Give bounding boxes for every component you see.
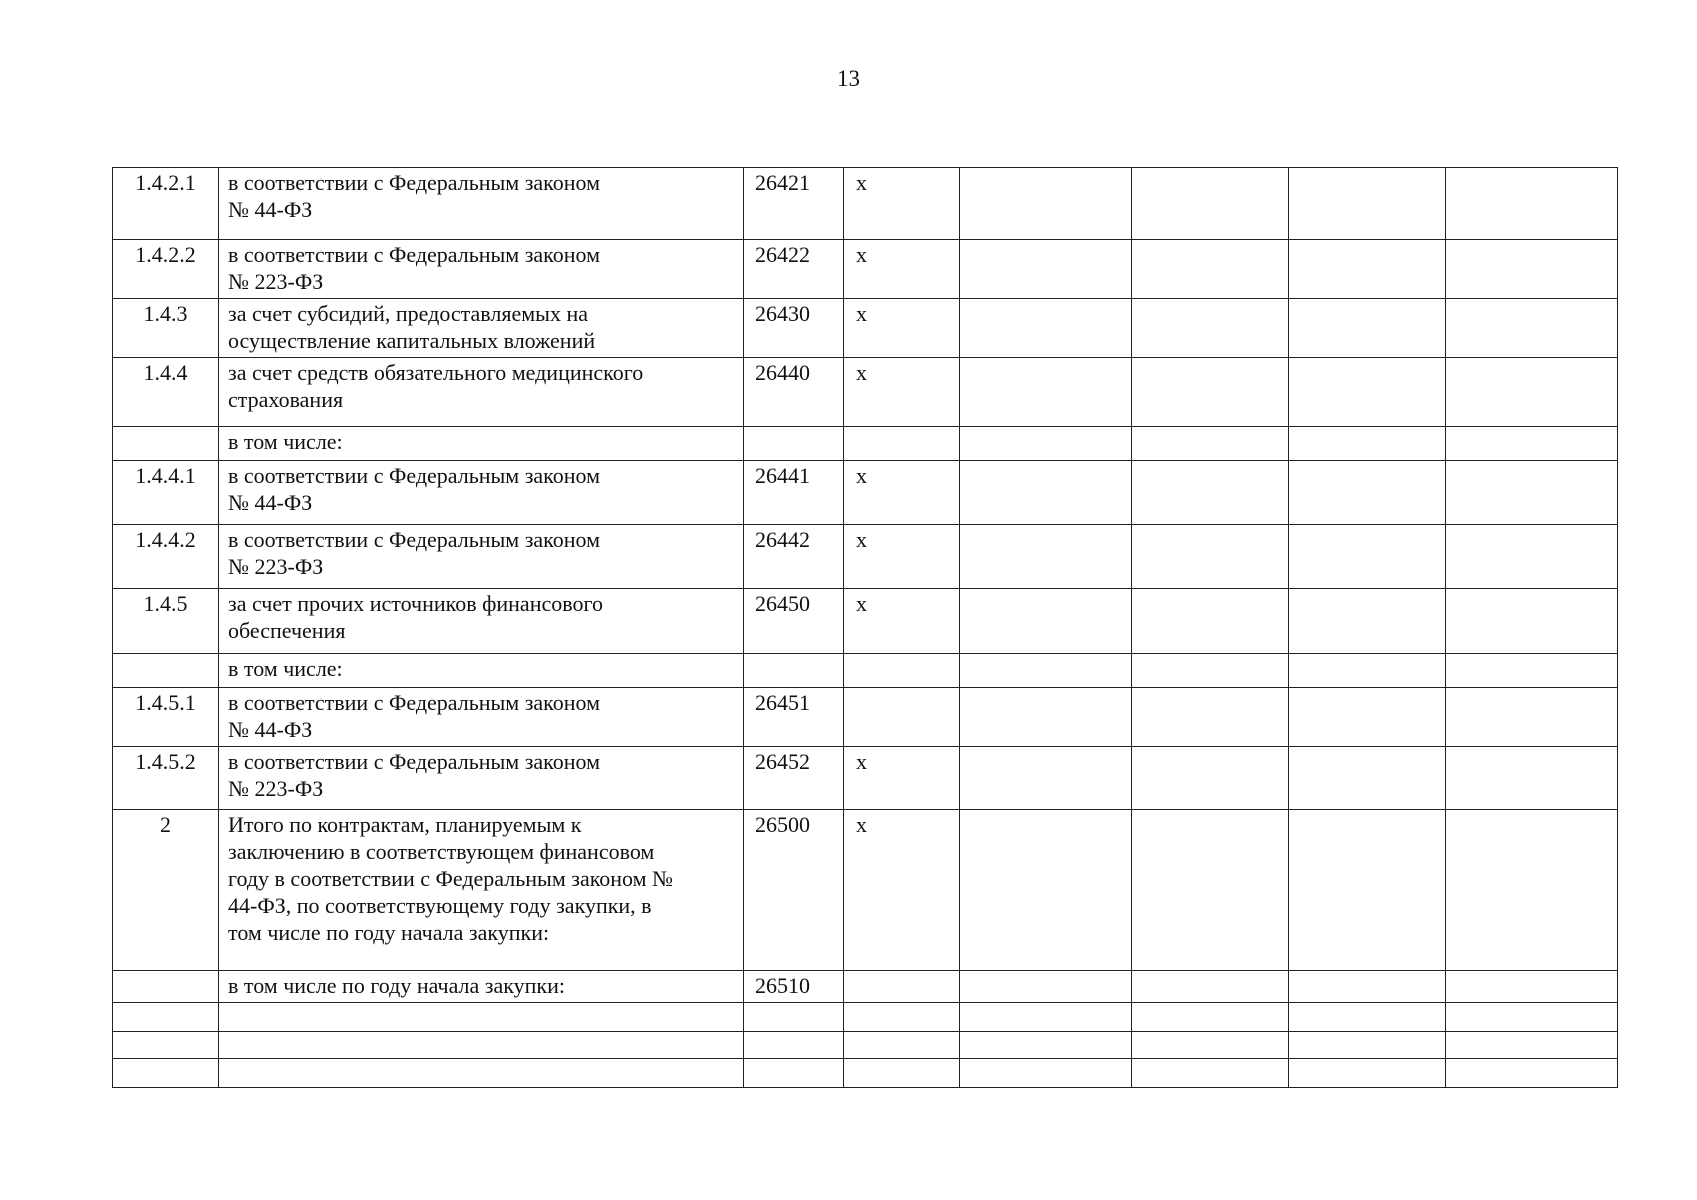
value-cell-4 — [1446, 1003, 1618, 1032]
value-cell-3 — [1289, 299, 1446, 358]
row-number-cell — [113, 427, 219, 461]
value-cell-1 — [960, 525, 1132, 589]
value-cell-2 — [1132, 747, 1289, 810]
row-number-cell — [113, 971, 219, 1003]
row-code-cell: 26441 — [744, 461, 844, 525]
value-cell-2 — [1132, 525, 1289, 589]
row-code-cell — [744, 1032, 844, 1059]
row-code-cell: 26451 — [744, 688, 844, 747]
value-cell-2 — [1132, 1032, 1289, 1059]
value-cell-3 — [1289, 688, 1446, 747]
value-cell-4 — [1446, 1032, 1618, 1059]
value-cell-4 — [1446, 747, 1618, 810]
table-row — [113, 168, 1618, 240]
row-number-cell: 1.4.3 — [113, 299, 219, 358]
value-cell-2 — [1132, 971, 1289, 1003]
row-description-cell: за счет субсидий, предоставляемых на осуществление капитальных вложений — [219, 299, 744, 358]
row-description-cell: в том числе по году начала закупки: — [219, 971, 744, 1003]
table-row — [113, 810, 1618, 971]
row-code-cell — [744, 1059, 844, 1088]
row-number-cell: 1.4.5.1 — [113, 688, 219, 747]
row-number-cell: 1.4.2.1 — [113, 168, 219, 240]
value-cell-1 — [960, 427, 1132, 461]
value-cell-1 — [960, 1059, 1132, 1088]
table-row — [113, 358, 1618, 427]
value-cell-3 — [1289, 1032, 1446, 1059]
value-cell-1 — [960, 589, 1132, 654]
row-mark-cell — [844, 1059, 960, 1088]
row-code-cell: 26500 — [744, 810, 844, 971]
value-cell-3 — [1289, 525, 1446, 589]
row-mark-cell: х — [844, 747, 960, 810]
row-mark-cell — [844, 427, 960, 461]
row-code-cell: 26421 — [744, 168, 844, 240]
row-number-cell — [113, 654, 219, 688]
value-cell-3 — [1289, 747, 1446, 810]
row-description-cell — [219, 1032, 744, 1059]
value-cell-3 — [1289, 358, 1446, 427]
value-cell-2 — [1132, 168, 1289, 240]
row-description-cell: в соответствии с Федеральным законом № 223-ФЗ — [219, 747, 744, 810]
row-description-cell: в соответствии с Федеральным законом № 223-ФЗ — [219, 525, 744, 589]
value-cell-1 — [960, 1032, 1132, 1059]
value-cell-3 — [1289, 1003, 1446, 1032]
row-number-cell: 1.4.4.1 — [113, 461, 219, 525]
value-cell-4 — [1446, 461, 1618, 525]
row-mark-cell: х — [844, 461, 960, 525]
value-cell-1 — [960, 358, 1132, 427]
value-cell-3 — [1289, 427, 1446, 461]
value-cell-2 — [1132, 1003, 1289, 1032]
value-cell-4 — [1446, 358, 1618, 427]
value-cell-1 — [960, 299, 1132, 358]
row-code-cell: 26452 — [744, 747, 844, 810]
row-mark-cell — [844, 688, 960, 747]
value-cell-4 — [1446, 589, 1618, 654]
budget-table — [112, 167, 1618, 1088]
row-number-cell: 1.4.2.2 — [113, 240, 219, 299]
row-number-cell: 1.4.4 — [113, 358, 219, 427]
value-cell-2 — [1132, 299, 1289, 358]
table-row — [113, 299, 1618, 358]
row-number-cell: 1.4.5 — [113, 589, 219, 654]
value-cell-4 — [1446, 810, 1618, 971]
value-cell-1 — [960, 654, 1132, 688]
table-row — [113, 525, 1618, 589]
value-cell-1 — [960, 461, 1132, 525]
row-description-cell: за счет прочих источников финансового обеспечения — [219, 589, 744, 654]
value-cell-2 — [1132, 240, 1289, 299]
row-mark-cell — [844, 971, 960, 1003]
row-description-cell: в соответствии с Федеральным законом № 44-ФЗ — [219, 461, 744, 525]
value-cell-3 — [1289, 168, 1446, 240]
value-cell-3 — [1289, 1059, 1446, 1088]
row-description-cell — [219, 1059, 744, 1088]
row-code-cell — [744, 1003, 844, 1032]
row-mark-cell: х — [844, 240, 960, 299]
value-cell-3 — [1289, 654, 1446, 688]
value-cell-1 — [960, 747, 1132, 810]
value-cell-3 — [1289, 589, 1446, 654]
value-cell-3 — [1289, 461, 1446, 525]
row-description-cell: в соответствии с Федеральным законом № 223-ФЗ — [219, 240, 744, 299]
row-mark-cell: х — [844, 299, 960, 358]
row-code-cell — [744, 427, 844, 461]
value-cell-3 — [1289, 810, 1446, 971]
row-description-cell — [219, 1003, 744, 1032]
row-code-cell: 26450 — [744, 589, 844, 654]
row-number-cell — [113, 1032, 219, 1059]
row-description-cell: в том числе: — [219, 427, 744, 461]
row-description-cell: за счет средств обязательного медицинского страхования — [219, 358, 744, 427]
row-number-cell: 1.4.4.2 — [113, 525, 219, 589]
row-mark-cell — [844, 1003, 960, 1032]
value-cell-1 — [960, 971, 1132, 1003]
row-mark-cell — [844, 654, 960, 688]
table-row — [113, 688, 1618, 747]
table-row — [113, 654, 1618, 688]
row-mark-cell: х — [844, 358, 960, 427]
row-mark-cell — [844, 1032, 960, 1059]
table-row — [113, 461, 1618, 525]
value-cell-1 — [960, 168, 1132, 240]
table-row — [113, 1032, 1618, 1059]
row-code-cell: 26422 — [744, 240, 844, 299]
value-cell-4 — [1446, 299, 1618, 358]
value-cell-1 — [960, 1003, 1132, 1032]
table-row — [113, 240, 1618, 299]
value-cell-3 — [1289, 971, 1446, 1003]
row-mark-cell: х — [844, 525, 960, 589]
value-cell-2 — [1132, 654, 1289, 688]
table-row — [113, 589, 1618, 654]
row-description-cell: в соответствии с Федеральным законом № 44-ФЗ — [219, 168, 744, 240]
row-number-cell: 2 — [113, 810, 219, 971]
value-cell-3 — [1289, 240, 1446, 299]
value-cell-2 — [1132, 461, 1289, 525]
value-cell-2 — [1132, 810, 1289, 971]
table-body — [113, 168, 1618, 1088]
value-cell-2 — [1132, 358, 1289, 427]
value-cell-4 — [1446, 654, 1618, 688]
row-number-cell — [113, 1059, 219, 1088]
table-row — [113, 971, 1618, 1003]
row-code-cell: 26430 — [744, 299, 844, 358]
table-row — [113, 747, 1618, 810]
value-cell-4 — [1446, 1059, 1618, 1088]
row-description-cell: в том числе: — [219, 654, 744, 688]
value-cell-2 — [1132, 427, 1289, 461]
table-row — [113, 1003, 1618, 1032]
row-code-cell: 26440 — [744, 358, 844, 427]
row-number-cell: 1.4.5.2 — [113, 747, 219, 810]
row-mark-cell: х — [844, 810, 960, 971]
row-code-cell: 26442 — [744, 525, 844, 589]
value-cell-4 — [1446, 427, 1618, 461]
value-cell-1 — [960, 240, 1132, 299]
value-cell-2 — [1132, 688, 1289, 747]
value-cell-1 — [960, 688, 1132, 747]
row-mark-cell: х — [844, 168, 960, 240]
value-cell-2 — [1132, 1059, 1289, 1088]
row-description-cell: Итого по контрактам, планируемым к заключению в соответствующем финансовом году в соответствии с Федеральным законом № 44-ФЗ, по соответствующему году закупки, в том числе по году начала закупки: — [219, 810, 744, 971]
table-row — [113, 1059, 1618, 1088]
table-row — [113, 427, 1618, 461]
row-mark-cell: х — [844, 589, 960, 654]
value-cell-4 — [1446, 525, 1618, 589]
row-code-cell — [744, 654, 844, 688]
value-cell-1 — [960, 810, 1132, 971]
page-number: 13 — [837, 66, 860, 91]
value-cell-4 — [1446, 971, 1618, 1003]
row-number-cell — [113, 1003, 219, 1032]
value-cell-4 — [1446, 688, 1618, 747]
value-cell-4 — [1446, 240, 1618, 299]
value-cell-2 — [1132, 589, 1289, 654]
row-description-cell: в соответствии с Федеральным законом № 44-ФЗ — [219, 688, 744, 747]
row-code-cell: 26510 — [744, 971, 844, 1003]
value-cell-4 — [1446, 168, 1618, 240]
